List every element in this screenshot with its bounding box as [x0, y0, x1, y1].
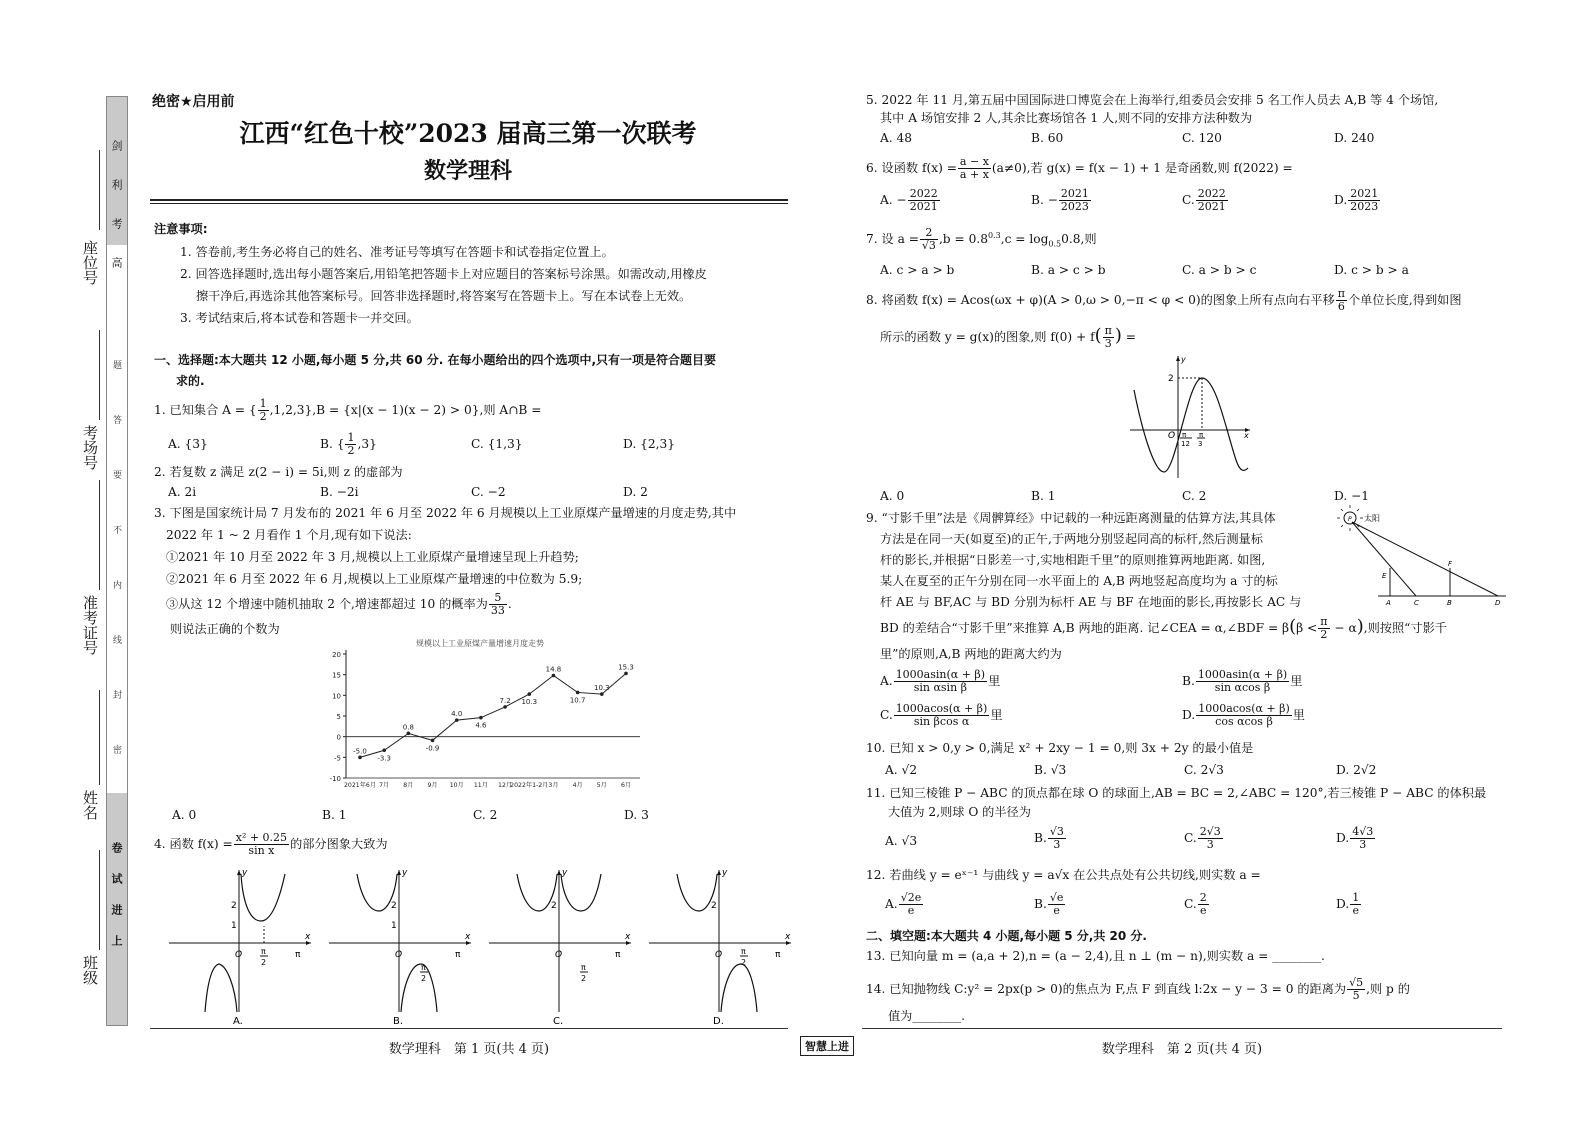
ticket-number-line [99, 480, 100, 590]
chart-marks [344, 663, 634, 789]
svg-text:π: π [421, 963, 426, 972]
chart-title: 规模以上工业原煤产量增速月度走势 [416, 639, 544, 648]
q9-stem-line3: 杆的影长,并根据“日影差一寸,实地相距千里”的原则推算两地距离. 如图, [880, 553, 1266, 567]
chart-data-label: -3.3 [377, 754, 392, 763]
q3-question: 则说法正确的个数为 [170, 622, 280, 636]
chart-point [479, 716, 483, 720]
chart-y-tick-label: 20 [332, 651, 341, 659]
publisher-mark: 智慧上进 [800, 1036, 854, 1056]
chart-point [600, 692, 604, 696]
q12-option-d: D. $\frac{1}{e}$ [1336, 891, 1360, 917]
q5-stem-line2: 其中 A 场馆安排 2 人,其余比赛场馆各 1 人,则不同的安排方法种数为 [880, 111, 1253, 125]
svg-text:E: E [1382, 572, 1387, 580]
section1-heading-cont: 求的. [176, 374, 205, 388]
chart-x-tick-label: 9月 [427, 782, 438, 789]
chart-x-tick-label: 2022年1-2月 [510, 782, 549, 789]
svg-text:2: 2 [581, 974, 587, 983]
chart-axes [330, 650, 640, 783]
svg-text:y: y [722, 868, 728, 878]
class-line [99, 850, 100, 950]
svg-text:12: 12 [1181, 440, 1190, 448]
svg-text:x: x [785, 932, 791, 942]
q3-stem-line2: 2022 年 1 ~ 2 月看作 1 个月,现有如下说法: [166, 528, 412, 542]
q8-option-a: A. 0 [880, 489, 905, 503]
q1-option-b: B. { $\frac{1}{2}$ ,3} [320, 431, 377, 457]
q8-graph [1126, 350, 1266, 482]
svg-text:1: 1 [231, 921, 237, 931]
strip-text-top: 剑利考高 [110, 140, 123, 296]
ticket-number-label: 准考证号 [81, 595, 99, 655]
svg-text:3: 3 [1198, 440, 1203, 448]
q11-option-c: C. $\frac{2√3}{3}$ [1184, 825, 1221, 851]
q12-option-a: A. $\frac{√2e}{e}$ [885, 891, 922, 917]
chart-point [382, 749, 386, 753]
q3-option-b: B. 1 [322, 808, 347, 822]
chart-y-tick-label: -5 [334, 754, 341, 763]
q9-option-c: C. $\frac{1000acos(\alpha + \beta)}{\text{sin βcos α}}$ 里 [880, 702, 1003, 728]
q4-stem: 4. 函数 f(x) = $\frac{\text{x² + 0.25}}{\text{sin x}}$ 的部分图象大致为 [154, 831, 388, 857]
q12-option-b: B. $\frac{√e}{e}$ [1034, 891, 1064, 917]
svg-text:x: x [625, 932, 631, 942]
notice-item-2-cont: 擦干净后,再选涂其他答案标号。回答非选择题时,将答案写在答题卡上。写在本试卷上无效。 [196, 289, 692, 303]
svg-text:x: x [1244, 431, 1249, 440]
section2-heading: 二、填空题:本大题共 4 小题,每小题 5 分,共 20 分. [866, 929, 1147, 943]
q6-stem: 6. 设函数 f(x) = $\frac{a - x}{a + x}$ (a≠0),若 g(x) = f(x − 1) + 1 是奇函数,则 f(2022) = [866, 155, 1293, 181]
chart-data-label: 10.3 [521, 698, 538, 707]
q1-stem: 1. 已知集合 A = { $\frac{1}{2}$ ,1,2,3},B = {x|(x − 1)(x − 2) > 0},则 A∩B = [154, 397, 542, 423]
chart-x-tick-label: 12月 [498, 782, 513, 789]
q14-stem-line2: 值为________. [888, 1009, 965, 1023]
chart-data-label: 14.8 [545, 665, 562, 674]
q4-graph-d [645, 866, 795, 1027]
svg-text:D: D [1495, 599, 1501, 607]
q6-option-d: D. $\frac{2021}{2023}$ [1334, 187, 1379, 213]
svg-text:2: 2 [391, 901, 397, 911]
q6-option-c: C. $\frac{2022}{2021}$ [1182, 187, 1226, 213]
q6-option-a: A. − $\frac{2022}{2021}$ [880, 187, 938, 213]
q9-option-b: B. $\frac{1000asin(\alpha + \beta)}{\text{sin αcos β}}$ 里 [1182, 668, 1303, 694]
q9-stem-line6: BD 的差结合“寸影千里”来推算 A,B 两地的距离. 记∠CEA = α,∠BDF = β(β < $\frac{\pi}{2}$ − α),则按照“寸影千 [880, 615, 1447, 641]
q9-option-a: A. $\frac{1000asin(\alpha + \beta)}{\text{sin αsin β}}$ 里 [880, 668, 1001, 694]
chart-data-label: 4.6 [475, 721, 487, 730]
q1-option-a: A. {3} [168, 437, 208, 451]
q3-statement-2: ②2021 年 6 月至 2022 年 6 月,规模以上工业原煤产量增速的中位数为 5.9; [166, 572, 583, 586]
q9-stem-line4: 某人在夏至的正午分别在同一水平面上的 A,B 两地竖起高度均为 a 寸的标 [880, 574, 1278, 588]
svg-text:y: y [1181, 355, 1186, 364]
chart-data-label: -0.9 [425, 744, 440, 753]
seat-number-label: 座位号 [81, 240, 99, 285]
svg-text:π: π [581, 963, 586, 972]
svg-text:π: π [1182, 431, 1187, 439]
q10-option-c: C. 2√3 [1184, 763, 1224, 777]
svg-text:P: P [1348, 516, 1352, 523]
q8-stem-line2: 所示的函数 y = g(x)的图象,则 f(0) + f( $\frac{\pi}{3}$ ) = [880, 324, 1136, 350]
q4-graph-b [325, 866, 475, 1027]
q12-option-c: C. $\frac{2}{e}$ [1184, 891, 1207, 917]
svg-text:O: O [1168, 431, 1176, 441]
chart-x-tick-label: 8月 [403, 782, 414, 789]
q2-option-c: C. −2 [471, 485, 506, 499]
chart-x-tick-label: 6月 [620, 782, 632, 789]
q7-option-a: A. c > a > b [880, 263, 955, 277]
chart-point [358, 756, 362, 760]
student-name-label: 姓名 [81, 790, 99, 820]
student-name-line [99, 690, 100, 785]
q11-stem-line2: 大值为 2,则球 O 的半径为 [888, 805, 1031, 819]
q7-option-c: C. a > b > c [1182, 263, 1257, 277]
chart-x-tick-label: 7月 [379, 782, 390, 789]
svg-text:2: 2 [261, 958, 267, 967]
q8-option-b: B. 1 [1031, 489, 1056, 503]
q6-option-b: B. − $\frac{2021}{2023}$ [1031, 187, 1089, 213]
q2-stem: 2. 若复数 z 满足 z(2 − i) = 5i,则 z 的虚部为 [154, 465, 403, 479]
q13-stem: 13. 已知向量 m = (a,a + 2),n = (a − 2,4),且 n ⊥ (m − n),则实数 a = ________. [866, 949, 1325, 963]
q11-stem-line1: 11. 已知三棱锥 P − ABC 的顶点都在球 O 的球面上,AB = BC = 2,∠ABC = 120°,若三棱锥 P − ABC 的体积最 [866, 786, 1487, 800]
chart-point [552, 674, 556, 678]
q7-stem: 7. 设 a = $\frac{2}{√3}$ $,b = 0.8^{0.3},c = \log_{0.5}0.8$,则 [866, 226, 1097, 252]
chart-data-label: 4.0 [451, 710, 463, 719]
notice-item-1: 1. 答卷前,考生务必将自己的姓名、准考证号等填写在答题卡和试卷指定位置上。 [180, 245, 614, 259]
svg-text:B: B [1447, 599, 1452, 607]
q11-option-d: D. $\frac{4√3}{3}$ [1336, 825, 1374, 851]
subject-title: 数学理科 [423, 159, 512, 184]
chart-y-tick-label: -10 [329, 775, 341, 783]
chart-point [624, 672, 628, 676]
q9-stem-line1: 9. “寸影千里”法是《周髀算经》中记载的一种远距离测量的估算方法,其具体 [866, 511, 1276, 525]
q4-graph-a [165, 866, 315, 1027]
svg-text:F: F [1448, 560, 1453, 568]
q1-option-d: D. {2,3} [623, 437, 675, 451]
q11-option-a: A. √3 [885, 834, 918, 848]
svg-text:A: A [1386, 599, 1391, 607]
title-rule-thin [150, 203, 788, 204]
chart-x-tick-label: 10月 [449, 782, 464, 789]
notice-item-2: 2. 回答选择题时,选出每小题答案后,用铅笔把答题卡上对应题目的答案标号涂黑。如需改动,用橡皮 [180, 267, 707, 281]
chart-y-tick-label: 15 [332, 671, 341, 680]
svg-text:π: π [775, 950, 781, 960]
svg-text:O: O [395, 950, 403, 960]
chart-point [407, 732, 411, 736]
chart-point [527, 692, 531, 696]
strip-text-bottom: 卷试进上 [110, 842, 123, 966]
page2-footer: 数学理科 第 2 页(共 4 页) [1101, 1042, 1263, 1057]
svg-text:O: O [555, 950, 563, 960]
chart-data-label: 7.2 [499, 696, 511, 705]
svg-text:y: y [562, 868, 568, 878]
chart-y-tick-label: 5 [336, 713, 341, 721]
left-footer-rule [150, 1028, 788, 1029]
svg-text:2: 2 [741, 958, 747, 967]
q8-stem-line1: 8. 将函数 f(x) = Acos(ωx + φ)(A > 0,ω > 0,−π < φ < 0)的图象上所有点向右平移 $\frac{\pi}{6}$ 个单位长度,得到如图 [866, 287, 1462, 313]
svg-text:2: 2 [711, 901, 717, 911]
q8-option-c: C. 2 [1182, 489, 1207, 503]
q10-option-a: A. √2 [885, 763, 918, 777]
q7-option-b: B. a > c > b [1031, 263, 1106, 277]
q3-statement-3: ③从这 12 个增速中随机抽取 2 个,增速都超过 10 的概率为 $\frac{5}{33}$ . [166, 591, 512, 617]
seat-number-line [99, 150, 100, 230]
page1-footer: 数学理科 第 1 页(共 4 页) [388, 1042, 550, 1057]
q4-graph-c [485, 866, 635, 1027]
chart-x-tick-label: 4月 [572, 782, 583, 789]
notice-item-3: 3. 考试结束后,将本试卷和答题卡一并交回。 [180, 311, 419, 325]
notice-heading: 注意事项: [154, 222, 208, 236]
svg-text:O: O [715, 950, 723, 960]
q10-option-d: D. 2√2 [1336, 763, 1377, 777]
svg-text:π: π [455, 950, 461, 960]
chart-data-label: 10.7 [569, 696, 586, 705]
chart-point [503, 705, 507, 709]
svg-text:2: 2 [421, 974, 427, 983]
chart-point [576, 691, 580, 695]
q3-statement-1: ①2021 年 10 月至 2022 年 3 月,规模以上工业原煤产量增速呈现上升趋势; [166, 550, 579, 564]
svg-text:y: y [402, 868, 408, 878]
svg-text:2: 2 [231, 901, 237, 911]
chart-point [431, 739, 435, 743]
q8-option-d: D. −1 [1334, 489, 1370, 503]
exam-room-line [99, 330, 100, 420]
svg-text:C: C [1414, 599, 1419, 607]
chart-point [455, 718, 459, 722]
q5-option-a: A. 48 [880, 131, 913, 145]
chart-data-label: -5.0 [353, 747, 367, 756]
svg-text:π: π [295, 950, 301, 960]
chart-data-label: 10.3 [594, 684, 610, 693]
svg-text:O: O [235, 950, 243, 960]
q9-stem-line2: 方法是在同一天(如夏至)的正午,于两地分别竖起同高的标杆,然后测量标 [880, 532, 1263, 546]
q9-stem-line7: 里”的原则,A,B 两地的距离大约为 [880, 647, 1062, 661]
q5-option-d: D. 240 [1334, 131, 1375, 145]
q11-option-b: B. $\frac{√3}{3}$ [1034, 825, 1064, 851]
svg-text:D.: D. [713, 1016, 724, 1027]
chart-x-tick-label: 5月 [596, 782, 607, 789]
chart-x-tick-label: 3月 [548, 782, 559, 789]
exam-title: 江西“红色十校”2023 届高三第一次联考 [239, 119, 697, 148]
svg-text:x: x [465, 932, 471, 942]
svg-text:太阳: 太阳 [1364, 514, 1380, 523]
svg-text:C.: C. [553, 1016, 564, 1027]
coal-growth-chart [310, 632, 650, 804]
q12-stem: 12. 若曲线 y = eˣ⁻¹ 与曲线 y = a√x 在公共点处有公共切线,则实数 a = [866, 868, 1261, 882]
svg-text:A.: A. [233, 1016, 243, 1027]
q5-stem-line1: 5. 2022 年 11 月,第五届中国国际进口博览会在上海举行,组委员会安排 5 名工作人员去 A,B 等 4 个场馆, [866, 93, 1439, 107]
svg-text:1: 1 [391, 921, 397, 931]
q10-stem: 10. 已知 x > 0,y > 0,满足 x² + 2xy − 1 = 0,则 3x + 2y 的最小值是 [866, 741, 1254, 755]
q3-option-c: C. 2 [473, 808, 498, 822]
chart-data-label: 0.8 [402, 723, 414, 732]
strip-text-middle: 题答要不内线封密 [111, 360, 121, 800]
q9-shadow-figure [1338, 504, 1508, 608]
q5-option-c: C. 120 [1182, 131, 1222, 145]
q10-option-b: B. √3 [1034, 763, 1067, 777]
svg-text:x: x [305, 932, 311, 942]
q2-option-b: B. −2i [320, 485, 359, 499]
q9-stem-line5: 杆 AE 与 BF,AC 与 BD 分别为标杆 AE 与 BF 在地面的影长,再按影长 AC 与 [880, 595, 1302, 609]
svg-text:π: π [261, 947, 266, 956]
svg-text:2: 2 [1168, 374, 1174, 384]
confidential-mark: 绝密★启用前 [152, 94, 235, 110]
svg-text:y: y [242, 868, 248, 878]
svg-text:2: 2 [551, 901, 557, 911]
q3-stem-line1: 3. 下图是国家统计局 7 月发布的 2021 年 6 月至 2022 年 6 月规模以上工业原煤产量增速的月度走势,其中 [154, 506, 737, 520]
q5-option-b: B. 60 [1031, 131, 1064, 145]
section1-heading: 一、选择题:本大题共 12 小题,每小题 5 分,共 60 分. 在每小题给出的四个选项中,只有一项是符合题目要 [154, 353, 717, 367]
q3-option-d: D. 3 [624, 808, 649, 822]
q2-option-a: A. 2i [168, 485, 197, 499]
q9-option-d: D. $\frac{1000acos(\alpha + \beta)}{\text{cos αcos β}}$ 里 [1182, 702, 1305, 728]
chart-y-tick-label: 10 [332, 692, 341, 701]
q1-option-c: C. {1,3} [471, 437, 523, 451]
chart-data-label: 15.3 [618, 663, 634, 672]
chart-series-line [360, 673, 626, 757]
q7-option-d: D. c > b > a [1334, 263, 1409, 277]
chart-y-tick-label: 0 [336, 733, 341, 742]
q3-option-a: A. 0 [172, 808, 197, 822]
exam-room-label: 考场号 [81, 425, 99, 470]
chart-x-tick-label: 11月 [473, 782, 488, 789]
svg-text:π: π [741, 947, 746, 956]
chart-x-tick-label: 2021年6月 [343, 782, 377, 789]
right-footer-rule [862, 1028, 1502, 1029]
q14-stem-line1: 14. 已知抛物线 C:y² = 2px(p > 0)的焦点为 F,点 F 到直线 l:2x − y − 3 = 0 的距离为 $\frac{√5}{5}$ ,则 p 的 [866, 976, 1410, 1002]
q2-option-d: D. 2 [623, 485, 648, 499]
svg-text:B.: B. [393, 1016, 404, 1027]
svg-text:π: π [615, 950, 621, 960]
title-rule [150, 199, 788, 201]
class-label: 班级 [81, 955, 99, 985]
svg-text:π: π [1199, 431, 1204, 439]
